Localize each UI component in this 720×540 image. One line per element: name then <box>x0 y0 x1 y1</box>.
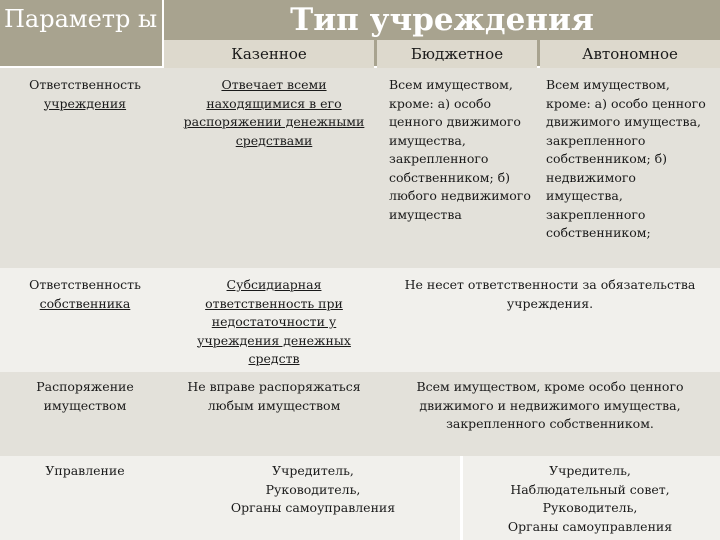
row3-kazennoe: Не вправе распоряжаться любым имуществом <box>187 379 361 413</box>
row2-kazennoe: Субсидиарная ответственность при недостаточности у учреждения денежных средств <box>197 277 351 366</box>
row4-divider <box>460 456 463 540</box>
row2-other: Не несет ответственности за обязательства учреждения. <box>404 277 696 311</box>
row2-label: Ответственность собственника <box>29 277 141 311</box>
row1-byudzhetnoe: Всем имуществом, кроме: а) особо ценного движимого имущества, закрепленного собственником; б) любого недвижимого имущества <box>389 77 531 222</box>
row1-avtonomnoe: Всем имуществом, кроме: а) особо ценного движимого имущества, закрепленного собственником; б) недвижимого имущества, закрепленного собственником; <box>546 77 706 240</box>
row3-other: Всем имуществом, кроме особо ценного движимого и недвижимого имущества, закрепленного собственником. <box>416 379 684 431</box>
col-avtonomnoe: Автономное <box>540 40 720 68</box>
row4-avtonomnoe: Учредитель, Наблюдательный совет, Руководитель, Органы самоуправления <box>507 463 673 534</box>
type-header-title: Тип учреждения <box>290 2 594 38</box>
param-header-label: Параметр ы <box>4 5 158 33</box>
row3-label: Распоряжение имуществом <box>36 379 134 413</box>
row4-label: Управление <box>45 463 125 478</box>
col-kazennoe: Казенное <box>164 40 374 68</box>
row1-kazennoe: Отвечает всеми находящимися в его распоряжении денежными средствами <box>183 77 365 148</box>
row4-kaz-byud: Учредитель, Руководитель, Органы самоуправления <box>230 463 396 515</box>
row1-label: Ответственность учреждения <box>29 77 141 111</box>
col-byudzhetnoe: Бюджетное <box>377 40 537 68</box>
